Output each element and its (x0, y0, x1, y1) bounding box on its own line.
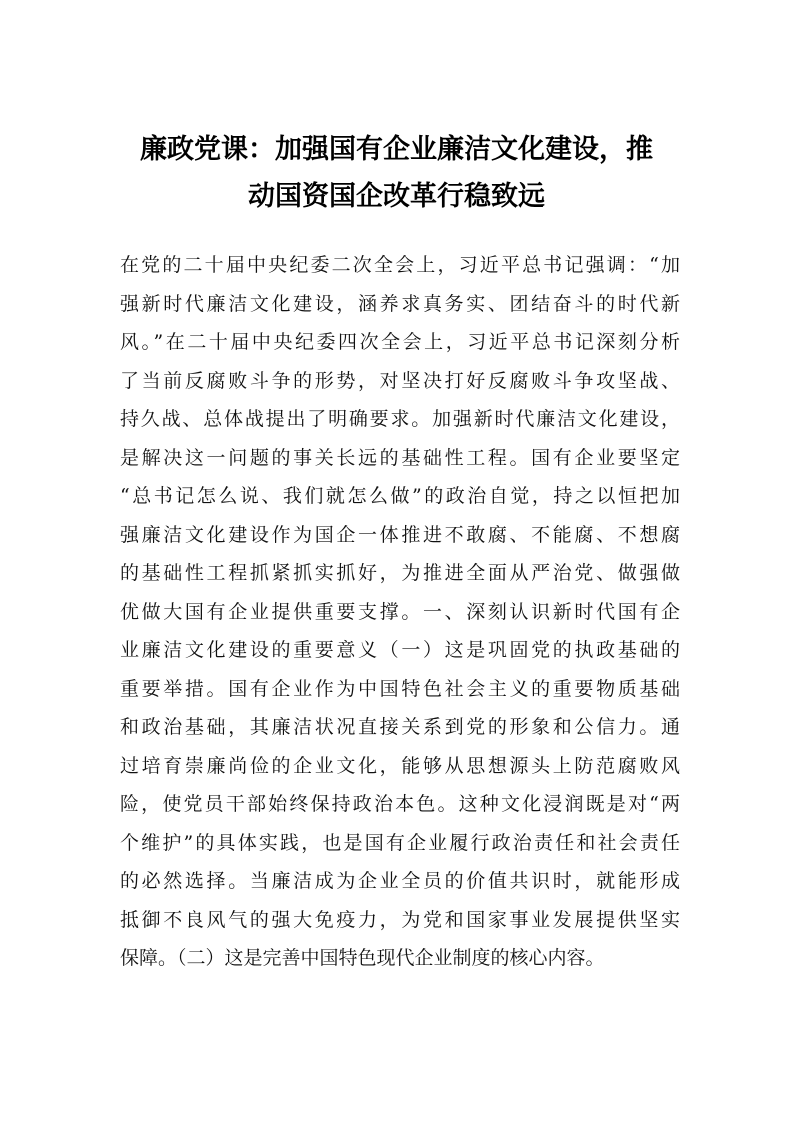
body-line: 的基础性工程抓紧抓实抓好，为推进全面从严治党、做强做 (120, 562, 680, 584)
body-line: 险，使党员干部始终保持政治本色。这种文化浸润既是对“两 (120, 793, 680, 815)
body-line: “总书记怎么说、我们就怎么做”的政治自觉，持之以恒把加 (120, 485, 680, 507)
body-line: 过培育崇廉尚俭的企业文化，能够从思想源头上防范腐败风 (120, 754, 680, 777)
body-line: 是解决这一问题的事关长远的基础性工程。国有企业要坚定 (120, 446, 680, 469)
body-line: 了当前反腐败斗争的形势，对坚决打好反腐败斗争攻坚战、 (120, 369, 680, 392)
body-line: 强新时代廉洁文化建设，涵养求真务实、团结奋斗的时代新 (120, 292, 680, 315)
body-line: 优做大国有企业提供重要支撑。一、深刻认识新时代国有企 (120, 600, 680, 623)
body-line: 重要举措。国有企业作为中国特色社会主义的重要物质基础 (120, 677, 680, 700)
body-line: 业廉洁文化建设的重要意义（一）这是巩固党的执政基础的 (120, 639, 680, 661)
body-line: 的必然选择。当廉洁成为企业全员的价值共识时，就能形成 (120, 870, 680, 892)
body-line: 个维护”的具体实践，也是国有企业履行政治责任和社会责任 (120, 831, 680, 854)
document-title (0, 126, 793, 220)
document-body (120, 246, 680, 978)
body-line: 持久战、总体战提出了明确要求。加强新时代廉洁文化建设， (120, 408, 680, 430)
title-line: 廉政党课：加强国有企业廉洁文化建设，推 (140, 134, 653, 165)
body-line: 在党的二十届中央纪委二次全会上，习近平总书记强调：“加 (120, 254, 680, 276)
body-line: 抵御不良风气的强大免疫力，为党和国家事业发展提供坚实 (120, 908, 680, 931)
body-line: 保障。（二）这是完善中国特色现代企业制度的核心内容。 (120, 947, 605, 969)
body-line: 风。”在二十届中央纪委四次全会上，习近平总书记深刻分析 (120, 331, 680, 353)
body-line: 和政治基础，其廉洁状况直接关系到党的形象和公信力。通 (120, 716, 680, 738)
title-line: 动国资国企改革行稳致远 (248, 181, 545, 212)
body-line: 强廉洁文化建设作为国企一体推进不敢腐、不能腐、不想腐 (120, 523, 680, 546)
